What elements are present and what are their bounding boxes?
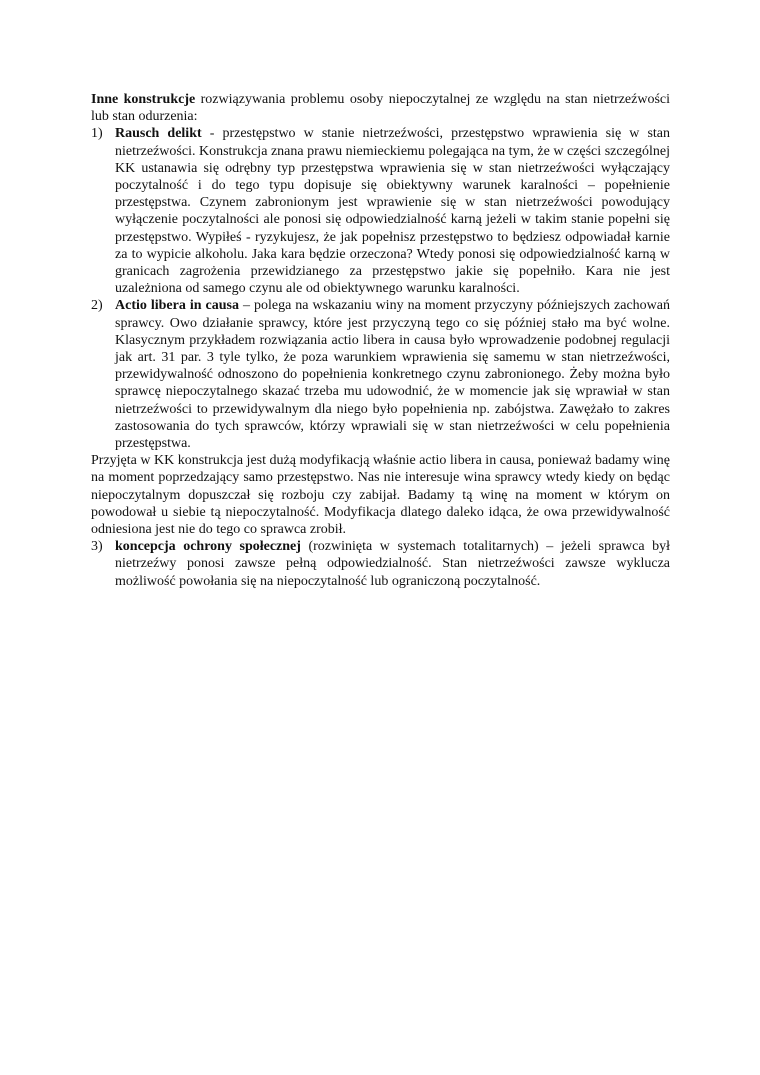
document-page: [91, 91, 670, 590]
list-item-text: (rozwinięta w systemach totalitarnych) – jeżeli sprawca był nietrzeźwy ponosi zawsze pełną odpowiedzialność. Stan nietrzeźwości zawsze wyklucza możliwość powołania się na niepoczytalność lub ograniczoną poczytalność.: [115, 539, 670, 589]
list-item-text: – polega na wskazaniu winy na moment przyczyny późniejszych zachowań sprawcy. Owo działanie sprawcy, które jest przyczyną tego co się później stało ma być wolne. Klasycznym przykładem rozwiązania actio libera in causa było wprowadzenie podobnej regulacji jak art. 31 par. 3 tyle tylko, że poza warunkiem wprawienia się samemu w stan nietrzeźwości, przewidywalność odnoszono do popełnienia konkretnego czynu zabronionego. Żeby można było sprawcę niepoczytalnego skazać trzeba mu udowodnić, że w momencie jak się wprawiał w stan nietrzeźwości to przewidywalnym dla niego było popełnienia np. zabójstwa. Zawężało to zakres zastosowania do tych sprawców, którzy wprawiali się w stan nietrzeźwości w celu popełnienia przestępstwa.: [115, 298, 670, 452]
intro-text: rozwiązywania problemu osoby niepoczytalnej ze względu na stan nietrzeźwości lub stan odurzenia:: [91, 92, 671, 125]
list-item-number: 3): [91, 539, 103, 555]
list-item-text: - przestępstwo w stanie nietrzeźwości, przestępstwo wprawienia się w stan nietrzeźwości. Konstrukcja znana prawu niemieckiemu polegająca na tym, że w części szczególnej KK ustanawia się odrębny typ przestępstwa wprawienia się w stan nietrzeźwości wyłączający poczytalność i do tego typu dopisuje się obiektywny warunek karalności – popełnienie przestępstwa. Czynem zabronionym jest wprawienie się w stan nietrzeźwości powodujący wyłączenie poczytalności ale ponosi się odpowiedzialność karną jeżeli w takim stanie popełni się przestępstwo. Wypiłeś - ryzykujesz, że jak popełnisz przestępstwo to będziesz odpowiadał karnie za to wypicie alkoholu. Jaka kara będzie orzeczona? Wtedy ponosi się odpowiedzialność karną w granicach zagrożenia przewidzianego za przestępstwo jakie się popełniło. Kara nie jest uzależniona od samego czynu ale od obiektywnego warunku karalności.: [115, 126, 670, 297]
intro-bold-term: Inne konstrukcje: [91, 92, 196, 107]
list-item-3: [91, 538, 670, 590]
list-item-term: Actio libera in causa: [115, 298, 239, 314]
list-item-number: 1): [91, 126, 103, 142]
list-item-term: Rausch delikt: [115, 126, 202, 142]
list-item-1: [91, 125, 670, 297]
middle-paragraph: Przyjęta w KK konstrukcja jest dużą modyfikacją właśnie actio libera in causa, ponieważ badamy winę na moment poprzedzający samo przestępstwo. Nas nie interesuje wina sprawcy wtedy kiedy on będąc niepoczytalnym dopuszczał się rozboju czy zabijał. Badamy tą winę na moment w którym on powodował u siebie tą niepoczytalność. Modyfikacja dlatego daleko idąca, że owa przewidywalność odniesiona jest nie do tego co sprawca zrobił.: [91, 453, 670, 538]
list-item-number: 2): [91, 298, 103, 314]
list-item-term: koncepcja ochrony społecznej: [115, 539, 301, 555]
list-item-2: [91, 297, 670, 452]
intro-paragraph: [91, 91, 670, 125]
